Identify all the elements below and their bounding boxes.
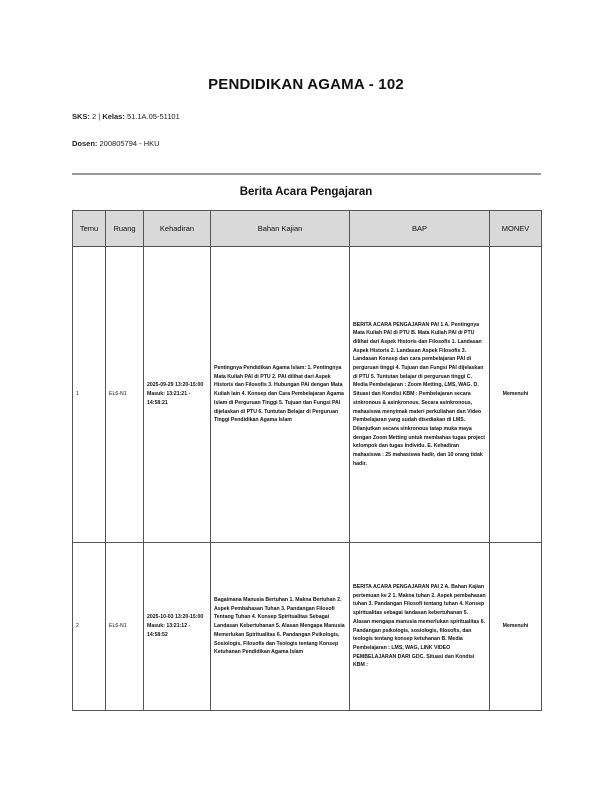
cell-ruang: EL6-N1 [106, 543, 144, 711]
meta-separator: | [98, 112, 101, 121]
sks-value: 2 [92, 112, 97, 121]
cell-bahan-kajian: Pentingnya Pendidikan Agama Islam: 1. Pentingnya Mata Kuliah PAI di PTU 2. PAI dilihat dari Aspek Historis dan Filosofis 3. Hubungan PAI dengan Mata Kuliah lain 4. Konsep dan Cara Pembelajaran Agama Islam di Perguruan Tinggi 5. Tujuan dan Fungsi PAI dijelaskan di PTU 6. Tuntutan Belajar di Perguruan Tinggi Pendidikan Agama Islam [211, 247, 350, 543]
sks-label: SKS: [72, 112, 90, 121]
dosen-label: Dosen: [72, 139, 98, 148]
section-title: Berita Acara Pengajaran [239, 186, 373, 198]
kelas-label: Kelas: [102, 112, 125, 121]
course-meta [72, 112, 180, 121]
cell-bap: BERITA ACARA PENGAJARAN PAI 2 A. Bahan Kajian pertemuan ke 2 1. Makna tuhan 2. Aspek pembahasan tuhan 3. Pandangan Filosofi tentang tuhan 4. Konsep spiritualitas sebagai landasan kebertuhanan 5. Alasan mengapa manusia memerlukan spiritualitas 6. Pandangan psikologis, sosiologis, filosofis, dan teologis tentang konsep ketuhanan B. Media Pembelajaran : LMS, WAG, LINK VIDEO PEMBELAJARAN DARI GDC. Situasi dan Kondisi KBM : [350, 543, 490, 711]
cell-bap: BERITA ACARA PENGAJARAN PAI 1 A. Pentingnya Mata Kuliah PAI di PTU B. Mata Kuliah PAI di PTU dilihat dari Aspek Historis dan Filosofis 1. Landasan Aspek Historis 2. Landasan Aspek Filosofis 3. Landasan Konsep dan cara pembelajaran PAI di perguruan tinggi 4. Tujuan dan Fungsi PAI dijelaskan di PTU 5. Tuntutan belajar di perguruan tinggi C. Media Pembelajaran : Zoom Metting, LMS, WAG. D. Situasi dan Kondisi KBM : Pembelajaran secara sinkronous & asinkronous. Secara asinkronous, mahasiswa menyimak materi perkuliahan dan Video Pembelajaran yang sudah disediakan di LMS. Dilanjutkan secara sinkronous tatap muka maya dengan Zoom Metting untuk membahas tugas project kelompok dan tugas Individu. E. Kehadiran mahasiswa : 25 mahasiswa hadir, dan 10 orang tidak hadir. [350, 247, 490, 543]
cell-temu: 2 [73, 543, 106, 711]
cell-kehadiran: 2025-10-03 13:20-15:00 Masuk: 13:21:12 - 14:58:52 [144, 543, 211, 711]
cell-bahan-kajian: Bagaimana Manusia Bertuhan 1. Makna Bertuhan 2. Aspek Pembahasan Tuhan 3. Pandangan Filosofi Tentang Tuhan 4. Konsep Spiritualitas Sebagai Landasan Kebertuhanan 5. Alasan Mengapa Manusia Memerlukan Spiritualitas 6. Pandangan Psikologis, Sosiologis, Filosofis dan Teologis tentang Konsep Ketuhanan Pendidikan Agama Islam [211, 543, 350, 711]
cell-monev: Memenuhi [490, 247, 542, 543]
divider [72, 173, 541, 175]
dosen-value: 200805794 - HKU [99, 139, 160, 148]
header-monev: MONEV [490, 211, 542, 247]
header-bap: BAP [350, 211, 490, 247]
table-header-row [73, 211, 542, 247]
lecturer-meta [72, 139, 160, 148]
cell-monev: Memenuhi [490, 543, 542, 711]
header-ruang: Ruang [106, 211, 144, 247]
teaching-report-table [72, 210, 542, 711]
kelas-value: 51.1A.05-51101 [126, 112, 180, 121]
page-title: PENDIDIKAN AGAMA - 102 [208, 76, 404, 93]
cell-ruang: EL6-N1 [106, 247, 144, 543]
header-kehadiran: Kehadiran [144, 211, 211, 247]
table-row [73, 543, 542, 711]
cell-kehadiran: 2025-09-29 13:20-15:00 Masuk: 13:21:21 - 14:58:21 [144, 247, 211, 543]
header-temu: Temu [73, 211, 106, 247]
table-row [73, 247, 542, 543]
header-bahan-kajian: Bahan Kajian [211, 211, 350, 247]
cell-temu: 1 [73, 247, 106, 543]
